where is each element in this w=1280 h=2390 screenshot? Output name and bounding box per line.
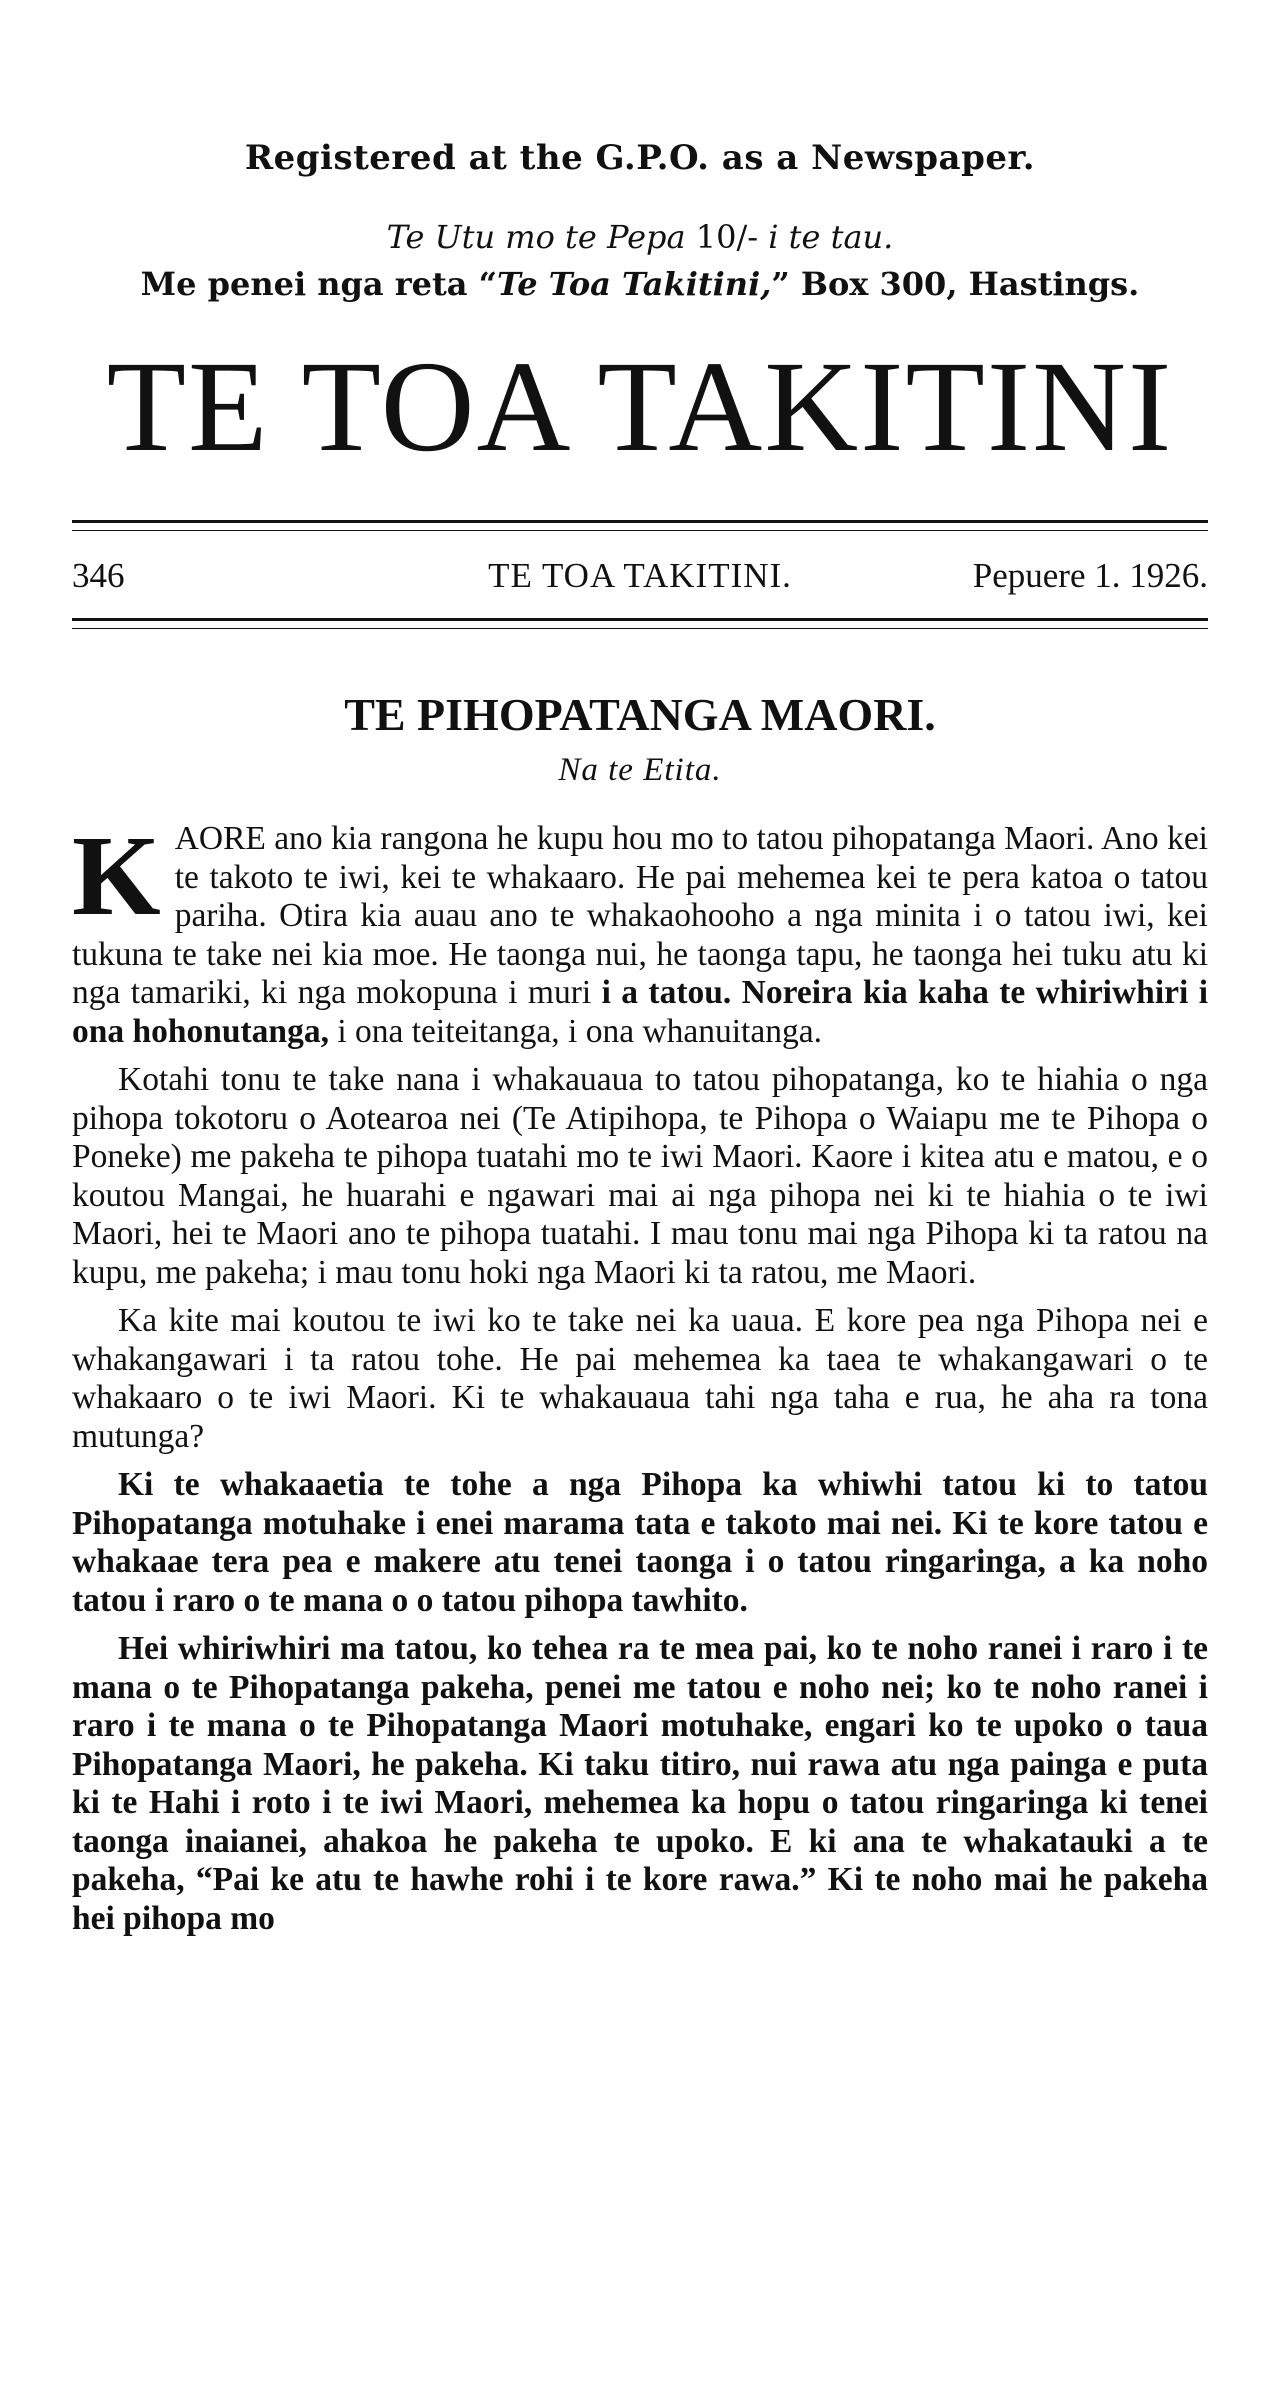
paragraph-4: Ki te whakaaetia te tohe a nga Pihopa ka whiwhi tatou ki to tatou Pihopatanga motuhake i enei marama tata e takoto mai nei. Ki te kore tatou e whakaae tera pea e makere atu tenei taonga i o tatou ringaringa, a ka noho tatou i raro o te mana o o tatou pihopa tawhito.: [72, 1466, 1208, 1619]
price-amount: 10/-: [695, 218, 759, 256]
subscription-price: [0, 218, 1280, 256]
article-byline: Na te Etita.: [558, 752, 722, 788]
paragraph-1: [72, 812, 1209, 1051]
letters-suffix: ” Box 300, Hastings.: [771, 265, 1140, 303]
paragraph-1-text: AORE ano kia rangona he kupu hou mo to tatou pihopatanga Maori. Ano kei te takoto te iwi, kei te whakaaro. He pai mehemea kei te pera katoa o tatou pariha. Otira kia auau ano te whakaohooho a nga minita i o tatou iwi, kei tukuna te take nei kia moe. He taonga nui, he taonga tapu, he taonga hei tuku atu ki nga tamariki, ki nga mokopuna i muri: [72, 820, 1208, 1011]
article-body: [72, 812, 1209, 1948]
folio-line: [72, 556, 1208, 596]
rule-bottom-thin: [72, 628, 1208, 629]
price-suffix: i te tau.: [768, 218, 894, 256]
paragraph-1-end: i ona teiteitanga, i ona whanuitanga.: [337, 1012, 822, 1050]
article-title: TE PIHOPATANGA MAORI.: [344, 689, 936, 740]
letters-name: Te Toa Takitini,: [497, 265, 772, 303]
rule-top-thin: [72, 530, 1208, 531]
paragraph-2: Kotahi tonu te take nana i whakauaua to tatou pihopatanga, ko te hiahia o nga pihopa tokotoru o Aotearoa nei (Te Atipihopa, te Pihopa o Waiapu me te Pihopa o Poneke) me pakeha te pihopa tuatahi mo te iwi Maori. Kaore i kitea atu e matou, e o koutou Mangai, he huarahi e ngawari mai ai nga pihopa nei ki te hiahia o te iwi Maori, hei te Maori ano te pihopa tuatahi. I mau tonu mai nga Pihopa ki ta ratou na kupu, me pakeha; i mau tonu hoki nga Maori ki ta ratou, me Maori.: [72, 1061, 1208, 1291]
drop-cap: K: [72, 812, 161, 939]
letters-address: [0, 265, 1280, 303]
paragraph-1-bold: i a tatou. Noreira kia kaha te whiriwhiri i ona hohonutanga,: [72, 974, 1209, 1050]
price-prefix: Te Utu mo te Pepa: [386, 218, 686, 256]
masthead: TE TOA TAKITINI: [106, 335, 1174, 479]
folio-title: TE TOA TAKITINI.: [488, 556, 792, 595]
rule-bottom-thick: [72, 618, 1208, 621]
letters-prefix: Me penei nga reta “: [140, 265, 498, 303]
registration-notice: Registered at the G.P.O. as a Newspaper.: [244, 138, 1036, 178]
paragraph-5: Hei whiriwhiri ma tatou, ko tehea ra te mea pai, ko te noho ranei i raro i te mana o te Pihopatanga pakeha, penei me tatou e noho nei; ko te noho ranei i raro i te mana o te Pihopatanga Maori motuhake, engari ko te upoko o taua Pihopatanga Maori, he pakeha. Ki taku titiro, nui rawa atu nga painga e puta ki te Hahi i roto i te iwi Maori, mehemea ka hopu o tatou ringaringa ki tenei taonga inaianei, ahakoa he pakeha te upoko. E ki ana te whakatauki a te pakeha, “Pai ke atu te hawhe rohi i te kore rawa.” Ki te noho mai he pakeha hei pihopa mo: [72, 1630, 1208, 1937]
rule-top-thick: [72, 520, 1208, 523]
issue-date: Pepuere 1. 1926.: [972, 556, 1208, 595]
paragraph-3: Ka kite mai koutou te iwi ko te take nei ka uaua. E kore pea nga Pihopa nei e whakangawari i ta ratou tohe. He pai mehemea ka taea te whakangawari o te whakaaro o te iwi Maori. Ki te whakauaua tahi nga taha e rua, he aha ra tona mutunga?: [72, 1302, 1208, 1455]
page-number: 346: [72, 556, 125, 595]
